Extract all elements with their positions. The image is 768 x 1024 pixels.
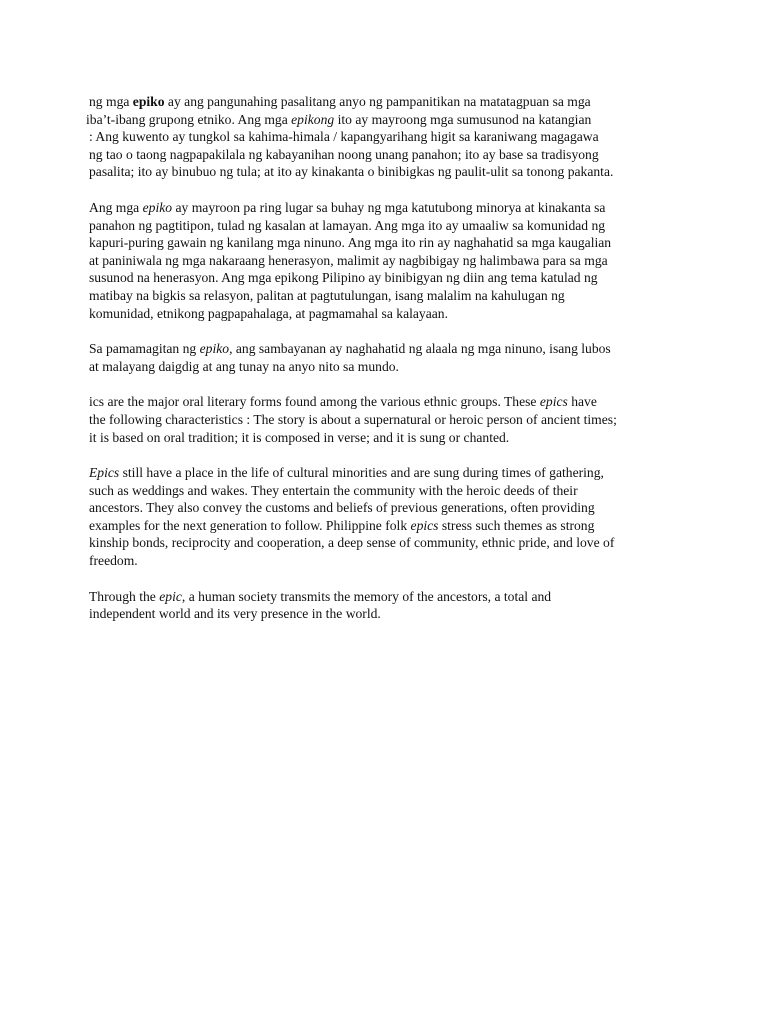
text-run: Sa pamamagitan ng (89, 341, 200, 357)
text-line (89, 534, 689, 552)
text-line (89, 482, 689, 500)
text-line (89, 517, 689, 535)
text-line (89, 128, 689, 146)
text-run: ancestors. They also convey the customs and beliefs of previous generations, often providing (89, 500, 595, 516)
text-line (89, 411, 689, 429)
text-run: the following characteristics : The story is about a supernatural or heroic person of ancient times; (89, 411, 617, 427)
italic-term: epiko (199, 341, 230, 357)
italic-term: epiko (142, 199, 173, 215)
text-run: , a human society transmits the memory of the ancestors, a total and (181, 588, 552, 604)
paragraph-fil-1 (86, 93, 689, 181)
text-run: ito ay mayroong mga sumusunod na katangian (334, 111, 592, 127)
text-run: it is based on oral tradition; it is composed in verse; and it is sung or chanted. (89, 429, 510, 445)
text-run: stress such themes as strong (438, 517, 595, 533)
text-run: at paniniwala ng mga nakaraang henerasyon, malimit ay nagbibigay ng halimbawa para sa mga (89, 252, 608, 268)
text-line (89, 287, 689, 305)
text-run: : Ang kuwento ay tungkol sa kahima-himala / kapangyarihang higit sa karaniwang magagawa (89, 129, 599, 145)
text-run: still have a place in the life of cultural minorities and are sung during times of gathering, (119, 465, 604, 481)
text-run: kapuri-puring gawain ng kanilang mga ninuno. Ang mga ito rin ay naghahatid sa mga kaugalian (89, 235, 612, 251)
text-run: ng tao o taong nagpapakilala ng kabayanihan noong unang panahon; ito ay base sa tradisyong (89, 146, 599, 162)
text-run: kinship bonds, reciprocity and cooperation, a deep sense of community, ethnic pride, and love of (89, 535, 615, 551)
text-line (89, 217, 689, 235)
italic-term: epic (159, 588, 182, 604)
paragraph-en-1 (89, 393, 689, 446)
bold-term: epiko (132, 94, 165, 109)
text-line (89, 305, 689, 323)
text-run: pasalita; ito ay binubuo ng tula; at ito ay kinakanta o binibigkas ng paulit-ulit sa tonong pakanta. (89, 164, 614, 180)
text-line (89, 499, 689, 517)
text-run: ay ang pangunahing pasalitang anyo ng pampanitikan na matatagpuan sa mga (164, 94, 591, 109)
text-run: have (567, 394, 597, 410)
text-line (89, 358, 689, 376)
paragraph-en-3 (89, 588, 689, 623)
text-run: Through the (89, 588, 160, 604)
text-run: iba’t-ibang grupong etniko. Ang mga (86, 111, 292, 127)
text-line (89, 429, 689, 447)
italic-term: epikong (291, 111, 335, 127)
text-run: panahon ng pagtitipon, tulad ng kasalan at lamayan. Ang mga ito ay umaaliw sa komunidad ng (89, 217, 606, 233)
italic-term: epics (410, 517, 439, 533)
text-line (89, 199, 689, 217)
italic-term: Epics (89, 465, 120, 481)
text-run: independent world and its very presence in the world. (89, 606, 381, 622)
paragraph-fil-3 (89, 340, 689, 375)
text-run: examples for the next generation to follow. Philippine folk (89, 517, 411, 533)
text-run: ay mayroon pa ring lugar sa buhay ng mga katutubong minorya at kinakanta sa (172, 199, 606, 215)
text-line (89, 464, 689, 482)
text-run: ics are the major oral literary forms found among the various ethnic groups. These (89, 394, 540, 410)
text-line (89, 93, 689, 111)
text-line (89, 163, 689, 181)
text-run: komunidad, etnikong pagpapahalaga, at pagmamahal sa kalayaan. (89, 305, 448, 321)
text-run: such as weddings and wakes. They entertain the community with the heroic deeds of their (89, 482, 578, 498)
text-line (89, 234, 689, 252)
text-line (89, 393, 689, 411)
paragraph-fil-2 (89, 199, 689, 322)
text-line (89, 588, 689, 606)
text-line (89, 146, 689, 164)
text-run: ng mga (89, 94, 133, 109)
text-line (89, 340, 689, 358)
text-run: Ang mga (89, 199, 143, 215)
text-run: , ang sambayanan ay naghahatid ng alaala ng mga ninuno, isang lubos (229, 341, 611, 357)
text-line (89, 252, 689, 270)
text-line (89, 605, 689, 623)
text-run: freedom. (89, 553, 138, 569)
text-run: susunod na henerasyon. Ang mga epikong Pilipino ay binibigyan ng diin ang tema katulad ng (89, 270, 598, 286)
document-body (86, 93, 689, 641)
paragraph-en-2 (89, 464, 689, 570)
text-run: at malayang daigdig at ang tunay na anyo nito sa mundo. (89, 358, 399, 374)
text-line (89, 552, 689, 570)
text-line (89, 269, 689, 287)
italic-term: epics (539, 394, 568, 410)
text-line (86, 111, 689, 129)
text-run: matibay na bigkis sa relasyon, palitan at pagtutulungan, isang malalim na kahulugan ng (89, 287, 565, 303)
